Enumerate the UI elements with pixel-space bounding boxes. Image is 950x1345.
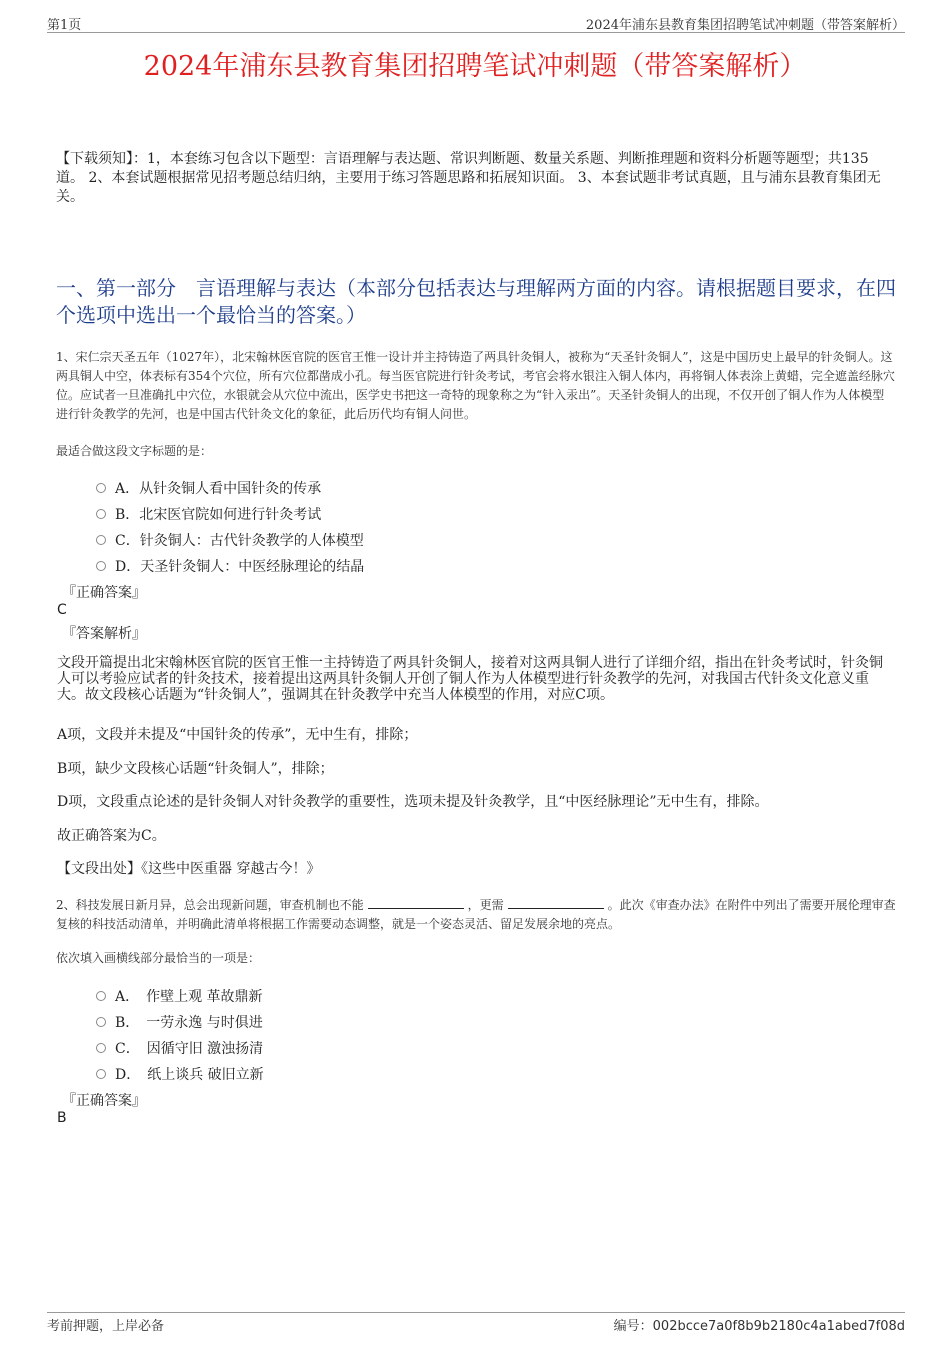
question-1-conclusion: 故正确答案为C。 [57,828,166,844]
question-2-option-a[interactable] [96,986,263,1006]
question-2-option-b[interactable] [96,1012,263,1032]
option-label: B． 一劳永逸 与时俱进 [115,1015,263,1031]
page-footer [47,1312,905,1337]
option-label: A．从针灸铜人看中国针灸的传承 [115,481,322,497]
document-title: 2024年浦东县教育集团招聘笔试冲刺题（带答案解析） [143,51,807,82]
question-2-text-part-3: 。此次《审查办法》在附件中列出了需要开展伦理审查复核的科技活动清单，并明确此清单将根据工作需要动态调整，就是一个姿态灵活、留足发展余地的亮点。 [56,898,896,931]
question-1-prompt: 最适合做这段文字标题的是： [56,444,213,458]
radio-icon[interactable] [96,535,106,545]
question-2-option-c[interactable] [96,1038,263,1058]
radio-icon[interactable] [96,991,106,1001]
radio-icon[interactable] [96,1017,106,1027]
question-1-option-b[interactable] [96,504,321,524]
fill-blank-1 [368,896,464,909]
question-1-analysis-paragraph: 文段开篇提出北宋翰林医官院的医官王惟一主持铸造了两具针灸铜人，接着对这两具铜人进行了详细介绍，指出在针灸考试时，针灸铜人可以考验应试者的针灸技术，接着提出这两具针灸铜人开创了铜人作为人体模型进行针灸教学的先河，对我国古代针灸文化意义重大。故文段核心话题为“针灸铜人”，强调其在针灸教学中充当人体模型的作用，对应C项。 [57,655,883,703]
footer-slogan: 考前押题，上岸必备 [47,1319,165,1334]
option-label: A． 作壁上观 革故鼎新 [115,989,263,1005]
question-2-answer-label: 『正确答案』 [62,1093,146,1109]
question-1-text: 1、宋仁宗天圣五年（1027年），北宋翰林医官院的医官王惟一设计并主持铸造了两具针灸铜人，被称为“天圣针灸铜人”，这是中国历史上最早的针灸铜人。这两具铜人中空，体表标有354个穴位，所有穴位都凿成小孔。每当医官院进行针灸考试，考官会将水银注入铜人体内，再将铜人体表涂上黄蜡，完全遮盖经脉穴位。应试者一旦准确扎中穴位，水银就会从穴位中流出，医学史书把这一奇特的现象称之为“针入汞出”。天圣针灸铜人的出现，不仅开创了铜人作为人体模型进行针灸教学的先河，也是中国古代针灸文化的象征，此后历代均有铜人问世。 [56,350,895,421]
document-id [614,1315,905,1334]
question-2-text-part-2: ，更需 [467,898,504,912]
question-1-analysis-option-b: B项，缺少文段核心话题“针灸铜人”，排除； [57,761,334,777]
option-label: B．北宋医官院如何进行针灸考试 [115,507,322,523]
section-title: 一、第一部分 言语理解与表达（本部分包括表达与理解两方面的内容。请根据题目要求，在四个选项中选出一个最恰当的答案。） [56,276,896,327]
radio-icon[interactable] [96,1069,106,1079]
download-notice: 【下载须知】：1，本套练习包含以下题型：言语理解与表达题、常识判断题、数量关系题、判断推理题和资料分析题等题型；共135道。 2、本套试题根据常见招考题总结归纳，主要用于练习答题思路和拓展知识面。 3、本套试题非考试真题，且与浦东县教育集团无关。 [56,151,881,205]
question-1-analysis-label: 『答案解析』 [62,626,146,642]
question-1-answer-label: 『正确答案』 [62,585,146,601]
question-1-source: 【文段出处】《这些中医重器 穿越古今！》 [57,861,321,877]
question-1-option-c[interactable] [96,530,364,550]
page-header [47,14,905,33]
option-label: D． 纸上谈兵 破旧立新 [115,1067,264,1083]
radio-icon[interactable] [96,561,106,571]
question-2-text [56,896,896,934]
radio-icon[interactable] [96,483,106,493]
question-1-analysis-option-a: A项，文段并未提及“中国针灸的传承”，无中生有，排除； [57,727,418,743]
page-number: 第1页 [47,18,82,33]
radio-icon[interactable] [96,509,106,519]
question-2-answer: B [57,1110,67,1126]
option-label: C． 因循守旧 激浊扬清 [115,1041,264,1057]
question-2-text-part-1: 2、科技发展日新月异，总会出现新问题，审查机制也不能 [56,898,364,912]
document-id-label: 编号： [613,1319,653,1334]
document-id-value: 002bcce7a0f8b9b2180c4a1abed7f08d [652,1319,905,1334]
option-label: C．针灸铜人：古代针灸教学的人体模型 [115,533,364,549]
question-1-answer: C [57,602,67,618]
question-2-prompt: 依次填入画横线部分最恰当的一项是： [56,951,261,965]
question-1-option-d[interactable] [96,556,364,576]
fill-blank-2 [508,896,604,909]
header-doc-title: 2024年浦东县教育集团招聘笔试冲刺题（带答案解析） [585,18,905,33]
question-2-option-d[interactable] [96,1064,264,1084]
question-1-option-a[interactable] [96,478,321,498]
option-label: D．天圣针灸铜人：中医经脉理论的结晶 [115,559,365,575]
radio-icon[interactable] [96,1043,106,1053]
question-1-analysis-option-d: D项，文段重点论述的是针灸铜人对针灸教学的重要性，选项未提及针灸教学，且“中医经脉理论”无中生有，排除。 [57,794,769,810]
